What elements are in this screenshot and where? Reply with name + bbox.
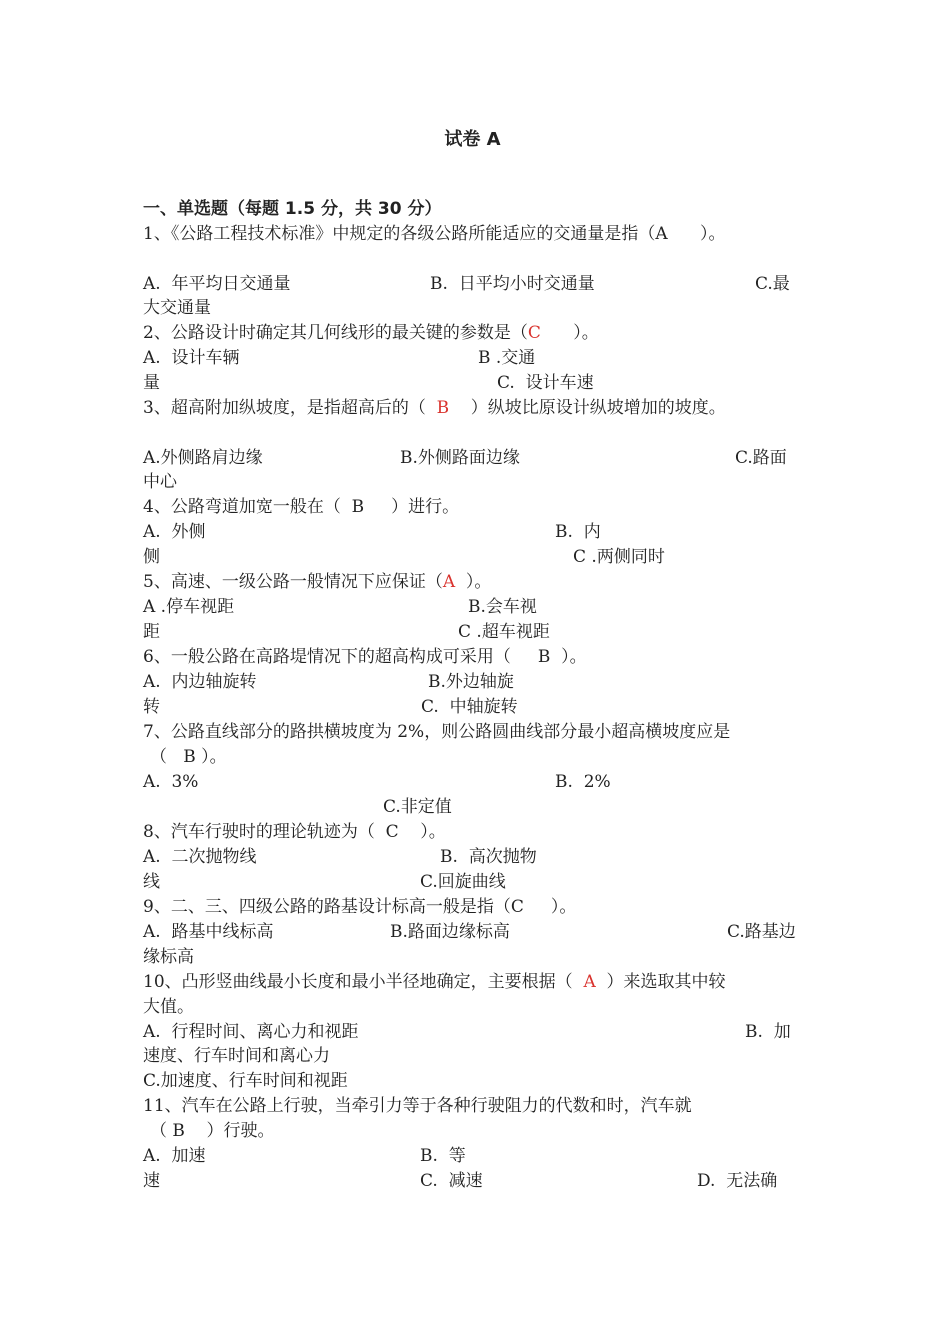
question-6-stem: 6、一般公路在高路堤情况下的超高构成可采用（ B ）。: [143, 647, 587, 667]
question-7-option-a: A. 3%: [143, 772, 199, 792]
question-11-option-d: D. 无法确: [697, 1171, 778, 1191]
question-11-option-c: C. 减速: [420, 1171, 483, 1191]
question-7-answer: B: [183, 747, 196, 767]
question-10-option-c: C.加速度、行车时间和视距: [143, 1071, 348, 1091]
question-10-option-b: B. 加: [745, 1022, 791, 1042]
question-2-answer: C: [527, 323, 541, 343]
question-11-option-b-cont: 速: [143, 1171, 160, 1191]
question-6-option-a: A. 内边轴旋转: [143, 672, 257, 692]
question-7-option-c: C.非定值: [383, 797, 452, 817]
question-5-option-c: C .超车视距: [458, 622, 550, 642]
question-11-option-b: B. 等: [420, 1146, 466, 1166]
question-9-option-c-cont: 缘标高: [143, 947, 194, 967]
question-5-answer: A: [442, 572, 456, 592]
question-9-option-a: A. 路基中线标高: [143, 922, 274, 942]
question-1-stem: 1、《公路工程技术标准》中规定的各级公路所能适应的交通量是指（A ）。: [143, 224, 726, 244]
question-3-answer: B: [436, 398, 450, 418]
question-5-option-a: A .停车视距: [143, 597, 235, 617]
question-6-answer: B: [537, 647, 551, 667]
question-2-option-b: B .交通: [478, 348, 536, 368]
question-8-answer: C: [385, 822, 399, 842]
question-11-option-a: A. 加速: [143, 1146, 206, 1166]
question-1-option-c-cont: 大交通量: [143, 298, 211, 318]
section-heading: 一、单选题（每题 1.5 分，共 30 分）: [143, 199, 442, 219]
question-7-answer-line: （ B ）。: [150, 747, 227, 767]
question-2-option-a: A. 设计车辆: [143, 348, 240, 368]
question-5-option-b-cont: 距: [143, 622, 160, 642]
question-8-option-b: B. 高次抛物: [440, 847, 537, 867]
question-10-stem: 10、凸形竖曲线最小长度和最小半径地确定，主要根据（ A ）来选取其中较: [143, 972, 726, 992]
question-3-option-b: B.外侧路面边缘: [400, 448, 520, 468]
question-8-option-a: A. 二次抛物线: [143, 847, 257, 867]
question-2-option-c: C. 设计车速: [497, 373, 594, 393]
question-6-option-c: C. 中轴旋转: [421, 697, 518, 717]
page-title: 试卷 A: [444, 129, 501, 150]
question-8-option-b-cont: 线: [143, 872, 160, 892]
question-1-option-b: B. 日平均小时交通量: [430, 274, 595, 294]
question-8-stem: 8、汽车行驶时的理论轨迹为（ C ）。: [143, 822, 446, 842]
question-3-option-c-cont: 中心: [143, 472, 177, 492]
question-4-option-b: B. 内: [555, 522, 601, 542]
question-8-option-c: C.回旋曲线: [420, 872, 506, 892]
question-11-answer-line: （ B ）行驶。: [150, 1121, 275, 1141]
question-4-option-c: C .两侧同时: [573, 547, 665, 567]
question-9-option-c: C.路基边: [727, 922, 796, 942]
question-4-stem: 4、公路弯道加宽一般在（ B ）进行。: [143, 497, 460, 517]
question-6-option-b-cont: 转: [143, 697, 160, 717]
question-3-option-c: C.路面: [735, 448, 787, 468]
question-9-option-b: B.路面边缘标高: [390, 922, 510, 942]
question-3-stem: 3、超高附加纵坡度，是指超高后的（ B ）纵坡比原设计纵坡增加的坡度。: [143, 398, 726, 418]
question-5-stem: 5、高速、一级公路一般情况下应保证（A ）。: [143, 572, 492, 592]
question-1-answer: A: [655, 224, 668, 244]
question-7-stem: 7、公路直线部分的路拱横坡度为 2%，则公路圆曲线部分最小超高横坡度应是: [143, 722, 731, 742]
question-10-option-b-cont: 速度、行车时间和离心力: [143, 1046, 330, 1066]
question-6-option-b: B.外边轴旋: [428, 672, 514, 692]
question-10-stem-cont: 大值。: [143, 997, 194, 1017]
question-5-option-b: B.会车视: [468, 597, 537, 617]
question-9-answer: C: [510, 897, 524, 917]
question-7-option-b: B. 2%: [555, 772, 611, 792]
question-2-stem: 2、公路设计时确定其几何线形的最关键的参数是（C ）。: [143, 323, 599, 343]
question-11-answer: B: [172, 1121, 185, 1141]
question-1-option-c: C.最: [755, 274, 790, 294]
question-1-option-a: A. 年平均日交通量: [143, 274, 291, 294]
question-3-option-a: A.外侧路肩边缘: [143, 448, 263, 468]
question-9-stem: 9、二、三、四级公路的路基设计标高一般是指（C ）。: [143, 897, 577, 917]
question-10-answer: A: [583, 972, 596, 992]
question-2-option-b-cont: 量: [143, 373, 160, 393]
question-10-option-a: A. 行程时间、离心力和视距: [143, 1022, 359, 1042]
question-4-option-a: A. 外侧: [143, 522, 206, 542]
question-11-stem: 11、汽车在公路上行驶，当牵引力等于各种行驶阻力的代数和时，汽车就: [143, 1096, 692, 1116]
question-4-option-b-cont: 侧: [143, 547, 160, 567]
question-4-answer: B: [351, 497, 365, 517]
